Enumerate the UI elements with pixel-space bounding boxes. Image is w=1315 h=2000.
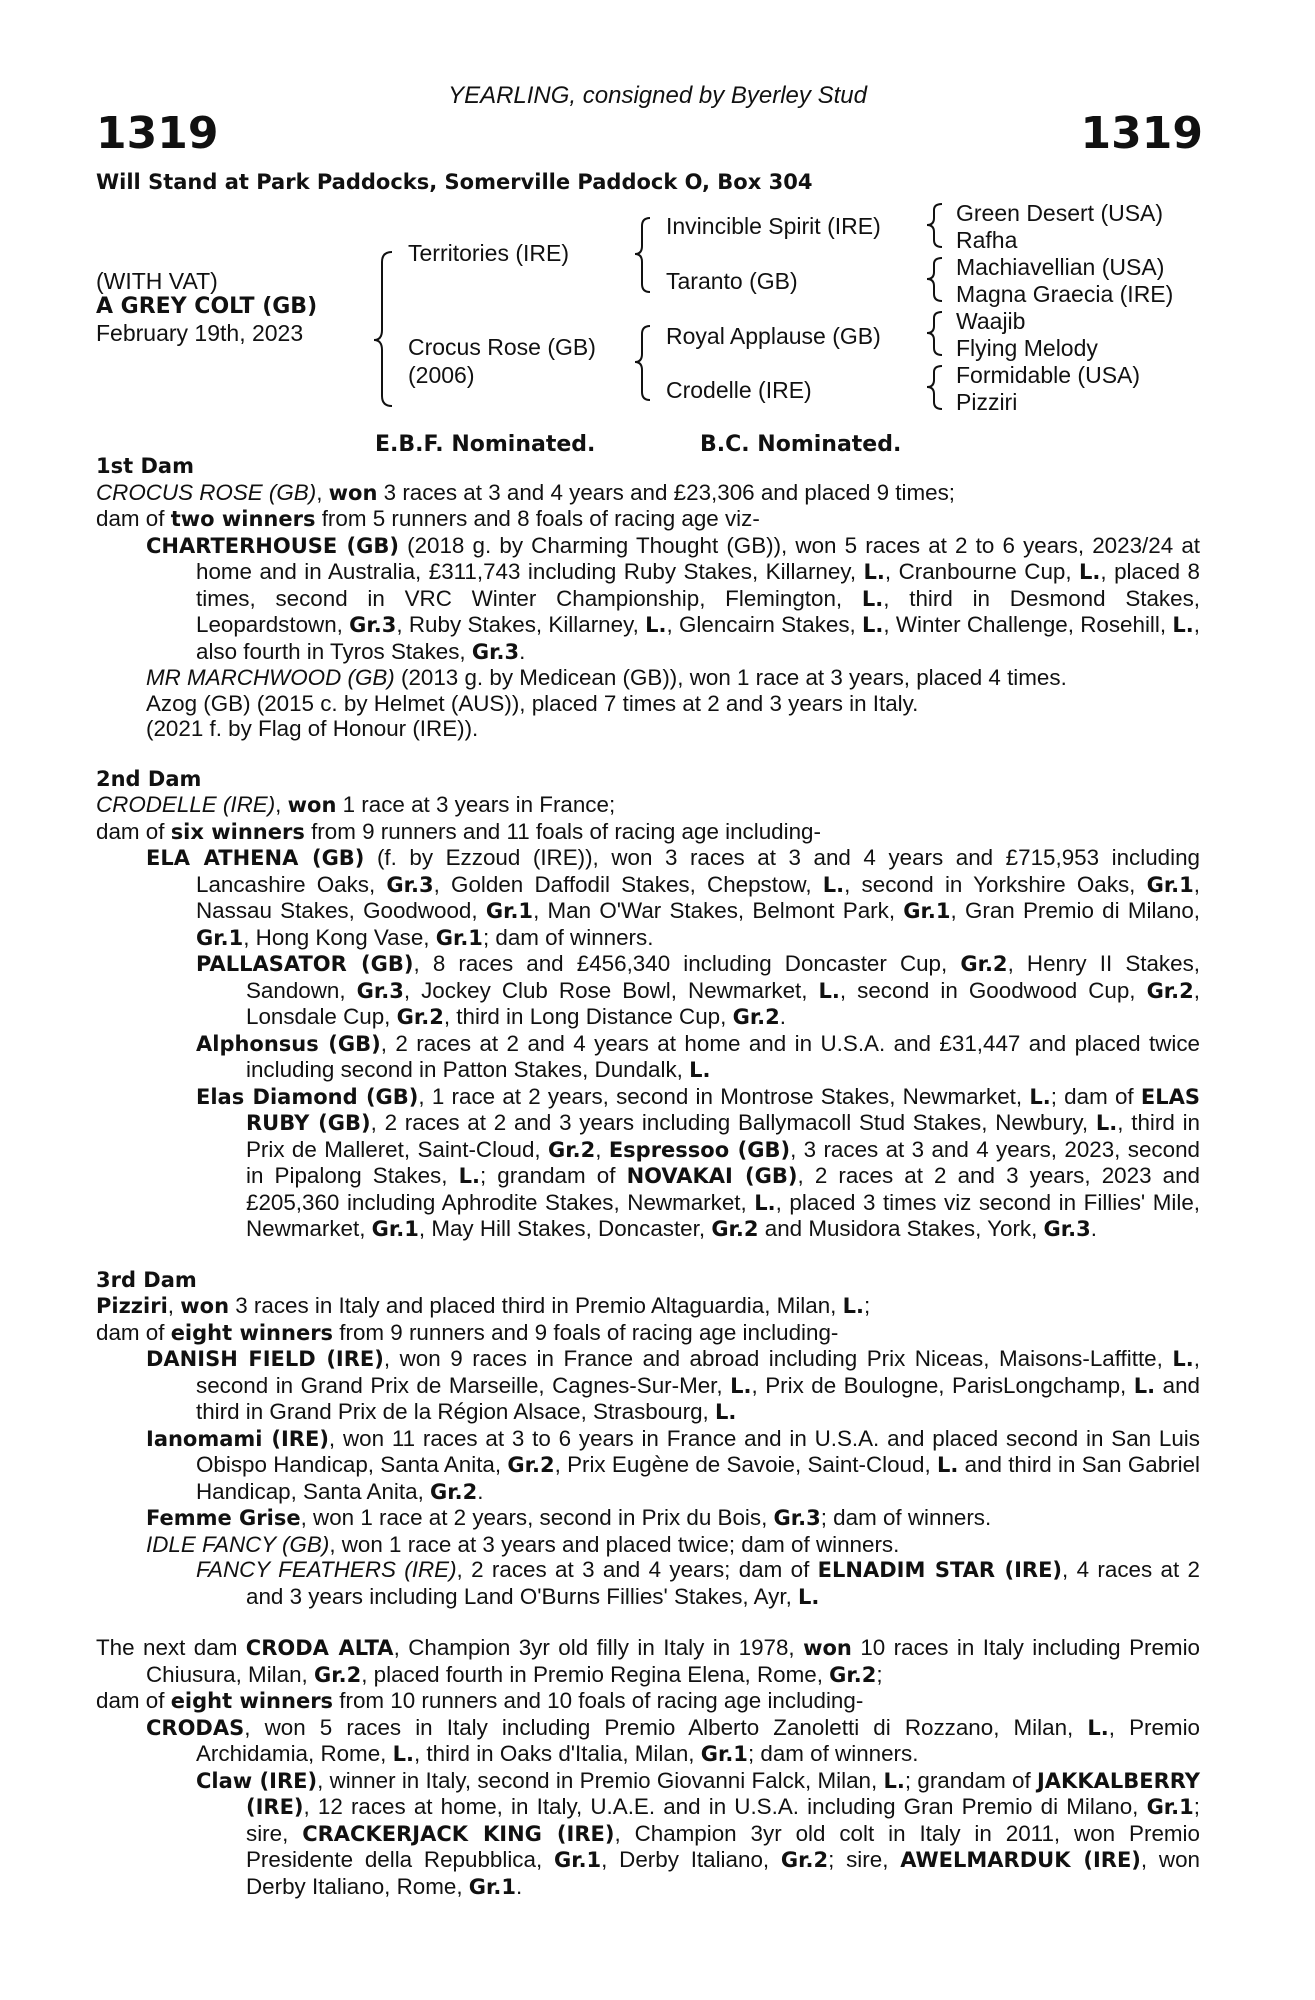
pedigree-g3-8: Pizziri bbox=[956, 389, 1018, 415]
horse-name: A GREY COLT (GB) bbox=[96, 294, 318, 319]
produce-entry: Elas Diamond (GB), 1 race at 2 years, second in Montrose Stakes, Newmarket, L.; dam of ELAS RUBY (GB), 2 races at 2 and 3 years including Ballymacoll Stud Stakes, Newbury, L., third in Prix de Malleret, Saint-Cloud, Gr.2, Espressoo (GB), 3 races at 3 and 4 years, 2023, second in Pipalong Stakes, L.; grandam of NOVAKAI (GB), 2 races at 2 and 3 years, 2023 and £205,360 including Aphrodite Stakes, Newmarket, L., placed 3 times viz second in Fillies' Mile, Newmarket, Gr.1, May Hill Stakes, Doncaster, Gr.2 and Musidora Stakes, York, Gr.3. bbox=[196, 1083, 1200, 1241]
first-dam-heading: 1st Dam bbox=[96, 454, 194, 478]
produce-entry: Azog (GB) (2015 c. by Helmet (AUS)), placed 7 times at 2 and 3 years in Italy. bbox=[146, 690, 919, 716]
produce-entry: CHARTERHOUSE (GB) (2018 g. by Charming Thought (GB)), won 5 races at 2 to 6 years, 2023/24 at home and in Australia, £311,743 including Ruby Stakes, Killarney, L., Cranbourne Cup, L., placed 8 times, second in VRC Winter Championship, Flemington, L., third in Desmond Stakes, Leopardstown, Gr.3, Ruby Stakes, Killarney, L., Glencairn Stakes, L., Winter Challenge, Rosehill, L., also fourth in Tyros Stakes, Gr.3. bbox=[146, 532, 1200, 664]
third-dam-record: Pizziri, won 3 races in Italy and placed third in Premio Altaguardia, Milan, L.; bbox=[96, 1293, 871, 1318]
stable-location: Will Stand at Park Paddocks, Somerville Paddock O, Box 304 bbox=[96, 170, 813, 194]
second-dam-produce-summary: dam of six winners from 9 runners and 11 foals of racing age including- bbox=[96, 818, 821, 844]
produce-entry: Alphonsus (GB), 2 races at 2 and 4 years at home and in U.S.A. and £31,447 and placed twice including second in Patton Stakes, Dundalk, L. bbox=[196, 1030, 1201, 1082]
pedigree-g3-4: Magna Graecia (IRE) bbox=[956, 281, 1174, 307]
pedigree-g3-7: Formidable (USA) bbox=[956, 362, 1141, 388]
pedigree-dam-year: (2006) bbox=[408, 362, 475, 388]
second-dam-heading: 2nd Dam bbox=[96, 766, 202, 791]
next-dam-record: The next dam CRODA ALTA, Champion 3yr old filly in Italy in 1978, won 10 races in Italy including Premio Chiusura, Milan, Gr.2, placed fourth in Premio Regina Elena, Rome, Gr.2; bbox=[96, 1635, 1201, 1687]
foaling-date: February 19th, 2023 bbox=[96, 320, 304, 346]
produce-entry: ELA ATHENA (GB) (f. by Ezzoud (IRE)), won 3 races at 3 and 4 years and £715,953 including Lancashire Oaks, Gr.3, Golden Daffodil Stakes, Chepstow, L., second in Yorkshire Oaks, Gr.1, Nassau Stakes, Goodwood, Gr.1, Man O'War Stakes, Belmont Park, Gr.1, Gran Premio di Milano, Gr.1, Hong Kong Vase, Gr.1; dam of winners. bbox=[146, 845, 1201, 950]
bc-nomination: B.C. Nominated. bbox=[700, 432, 902, 457]
pedigree-dam: Crocus Rose (GB) bbox=[408, 334, 596, 360]
produce-entry: (2021 f. by Flag of Honour (IRE)). bbox=[146, 716, 479, 741]
second-dam-record: CRODELLE (IRE), won 1 race at 3 years in France; bbox=[96, 792, 616, 817]
lot-number-left: 1319 bbox=[96, 108, 219, 159]
pedigree-g3-1: Green Desert (USA) bbox=[956, 200, 1164, 226]
catalogue-body bbox=[96, 454, 1200, 1900]
produce-entry: DANISH FIELD (IRE), won 9 races in France and abroad including Prix Niceas, Maisons-Laffitte, L., second in Grand Prix de Marseille, Cagnes-Sur-Mer, L., Prix de Boulogne, ParisLongchamp, L. and third in Grand Prix de la Région Alsace, Strasbourg, L. bbox=[146, 1346, 1200, 1424]
third-dam-heading: 3rd Dam bbox=[96, 1267, 197, 1292]
produce-entry: Claw (IRE), winner in Italy, second in Premio Giovanni Falck, Milan, L.; grandam of JAKKALBERRY (IRE), 12 races at home, in Italy, U.A.E. and in U.S.A. including Gran Premio di Milano, Gr.1; sire, CRACKERJACK KING (IRE), Champion 3yr old colt in Italy in 2011, won Premio Presidente della Repubblica, Gr.1, Derby Italiano, Gr.2; sire, AWELMARDUK (IRE), won Derby Italiano, Rome, Gr.1. bbox=[196, 1767, 1200, 1899]
produce-entry: FANCY FEATHERS (IRE), 2 races at 3 and 4 years; dam of ELNADIM STAR (IRE), 4 races at 2 and 3 years including Land O'Burns Fillies' Stakes, Ayr, L. bbox=[196, 1557, 1201, 1609]
pedigree-dam-sire: Royal Applause (GB) bbox=[666, 323, 881, 349]
pedigree-sire: Territories (IRE) bbox=[408, 240, 570, 266]
pedigree-g3-5: Waajib bbox=[956, 308, 1026, 334]
produce-entry: IDLE FANCY (GB), won 1 race at 3 years and placed twice; dam of winners. bbox=[146, 1531, 900, 1557]
lot-number-right: 1319 bbox=[1080, 108, 1203, 159]
pedigree-g3-2: Rafha bbox=[956, 227, 1018, 253]
next-dam-produce-summary: dam of eight winners from 10 runners and 10 foals of racing age including- bbox=[96, 1688, 864, 1713]
produce-entry: MR MARCHWOOD (GB) (2013 g. by Medicean (GB)), won 1 race at 3 years, placed 4 times. bbox=[146, 665, 1067, 690]
third-dam-produce-summary: dam of eight winners from 9 runners and 9 foals of racing age including- bbox=[96, 1319, 839, 1345]
pedigree-dam-dam: Crodelle (IRE) bbox=[666, 377, 812, 403]
pedigree-g3-6: Flying Melody bbox=[956, 335, 1098, 361]
pedigree-sire-sire: Invincible Spirit (IRE) bbox=[666, 213, 881, 239]
produce-entry: CRODAS, won 5 races in Italy including Premio Alberto Zanoletti di Rozzano, Milan, L., Premio Archidamia, Rome, L., third in Oaks d'Italia, Milan, Gr.1; dam of winners. bbox=[146, 1714, 1200, 1766]
produce-entry: Femme Grise, won 1 race at 2 years, second in Prix du Bois, Gr.3; dam of winners. bbox=[146, 1505, 992, 1530]
consignment-subtitle: YEARLING, consigned by Byerley Stud bbox=[448, 82, 867, 109]
first-dam-record: CROCUS ROSE (GB), won 3 races at 3 and 4 years and £23,306 and placed 9 times; bbox=[96, 479, 956, 505]
pedigree-g3-3: Machiavellian (USA) bbox=[956, 254, 1165, 280]
vat-note: (WITH VAT) bbox=[96, 268, 218, 294]
pedigree-brackets bbox=[0, 0, 1315, 440]
produce-entry: Ianomami (IRE), won 11 races at 3 to 6 years in France and in U.S.A. and placed second in San Luis Obispo Handicap, Santa Anita, Gr.2, Prix Eugène de Savoie, Saint-Cloud, L. and third in San Gabriel Handicap, Santa Anita, Gr.2. bbox=[146, 1425, 1201, 1504]
pedigree-sire-dam: Taranto (GB) bbox=[666, 268, 798, 294]
first-dam-produce-summary: dam of two winners from 5 runners and 8 foals of racing age viz- bbox=[96, 506, 760, 531]
ebf-nomination: E.B.F. Nominated. bbox=[375, 432, 596, 457]
produce-entry: PALLASATOR (GB), 8 races and £456,340 including Doncaster Cup, Gr.2, Henry II Stakes, Sandown, Gr.3, Jockey Club Rose Bowl, Newmarket, L., second in Goodwood Cup, Gr.2, Lonsdale Cup, Gr.2, third in Long Distance Cup, Gr.2. bbox=[196, 951, 1200, 1029]
